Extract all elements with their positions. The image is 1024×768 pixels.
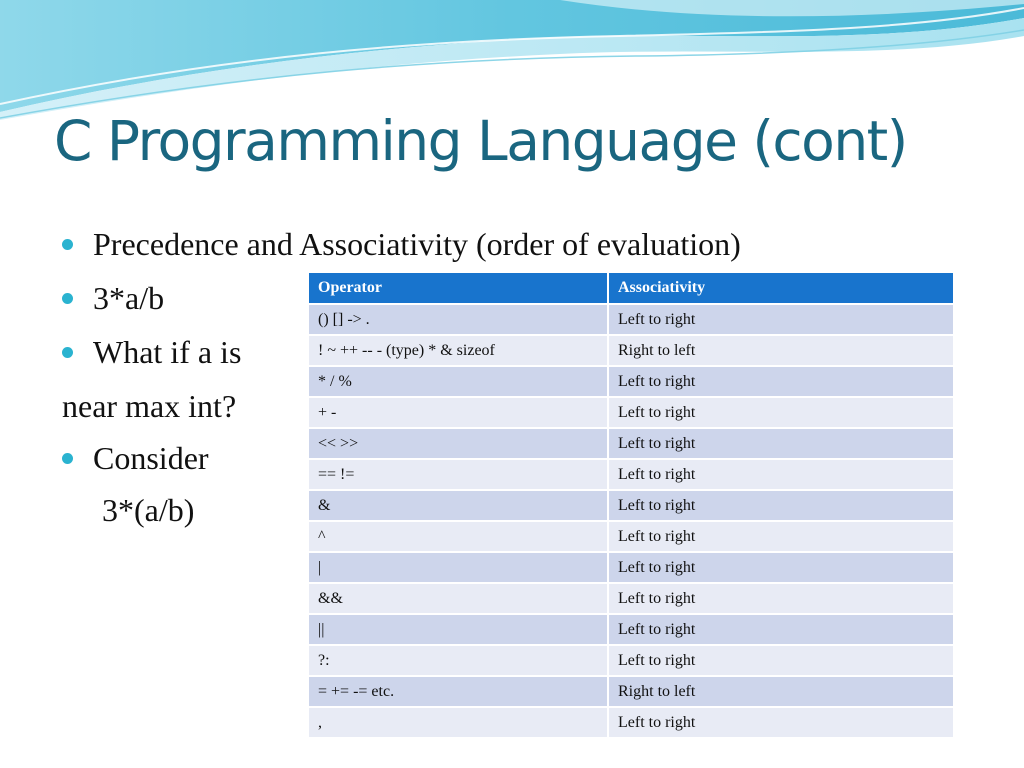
table-row xyxy=(309,614,954,645)
operator-cell: * / % xyxy=(309,366,608,397)
header-operator: Operator xyxy=(309,273,608,304)
associativity-cell: Left to right xyxy=(608,521,954,552)
continuation-text: near max int? xyxy=(62,388,237,424)
bullet-text: Consider xyxy=(93,440,209,476)
bullet-text: Precedence and Associativity (order of evaluation) xyxy=(93,226,741,262)
operator-cell: ! ~ ++ -- - (type) * & sizeof xyxy=(309,335,608,366)
table-row xyxy=(309,397,954,428)
associativity-cell: Left to right xyxy=(608,397,954,428)
associativity-cell: Right to left xyxy=(608,676,954,707)
operator-cell: = += -= etc. xyxy=(309,676,608,707)
bullet-text: What if a is xyxy=(93,334,242,370)
operator-cell: , xyxy=(309,707,608,738)
table-row xyxy=(309,366,954,397)
table-row xyxy=(309,459,954,490)
table-row xyxy=(309,707,954,738)
associativity-cell: Right to left xyxy=(608,335,954,366)
bullet-dot-icon xyxy=(62,293,73,304)
operator-cell: ?: xyxy=(309,645,608,676)
associativity-cell: Left to right xyxy=(608,366,954,397)
associativity-cell: Left to right xyxy=(608,459,954,490)
operator-cell: () [] -> . xyxy=(309,304,608,335)
associativity-cell: Left to right xyxy=(608,707,954,738)
associativity-cell: Left to right xyxy=(608,428,954,459)
table-row xyxy=(309,583,954,614)
table-row xyxy=(309,552,954,583)
slide-title: C Programming Language (cont) xyxy=(54,109,907,173)
table-row xyxy=(309,490,954,521)
consider-expression: 3*(a/b) xyxy=(102,492,195,528)
associativity-cell: Left to right xyxy=(608,583,954,614)
associativity-cell: Left to right xyxy=(608,552,954,583)
table-row xyxy=(309,335,954,366)
operator-cell: & xyxy=(309,490,608,521)
operator-cell: && xyxy=(309,583,608,614)
table-row xyxy=(309,645,954,676)
bullet-dot-icon xyxy=(62,347,73,358)
bullet-dot-icon xyxy=(62,239,73,250)
bullet-text: 3*a/b xyxy=(93,280,165,316)
operator-cell: + - xyxy=(309,397,608,428)
bullet-dot-icon xyxy=(62,453,73,464)
operator-cell: == != xyxy=(309,459,608,490)
header-associativity: Associativity xyxy=(608,273,954,304)
operator-cell: || xyxy=(309,614,608,645)
associativity-cell: Left to right xyxy=(608,490,954,521)
associativity-cell: Left to right xyxy=(608,614,954,645)
operator-cell: | xyxy=(309,552,608,583)
table-header-row xyxy=(309,273,954,304)
operator-cell: << >> xyxy=(309,428,608,459)
precedence-table xyxy=(309,273,955,739)
table-row xyxy=(309,676,954,707)
table-row xyxy=(309,428,954,459)
table-row xyxy=(309,304,954,335)
associativity-cell: Left to right xyxy=(608,304,954,335)
associativity-cell: Left to right xyxy=(608,645,954,676)
operator-cell: ^ xyxy=(309,521,608,552)
table-row xyxy=(309,521,954,552)
